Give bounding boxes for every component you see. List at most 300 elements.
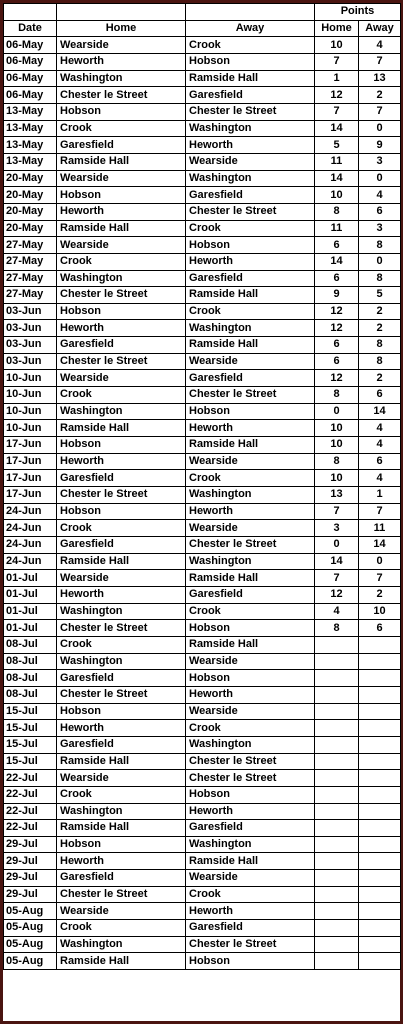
table-row [4,353,401,370]
table-row [4,537,401,554]
table-row [4,936,401,953]
away-points: 8 [359,353,401,370]
away-team: Heworth [186,903,315,920]
home-team: Garesfield [57,736,186,753]
away-team: Garesfield [186,370,315,387]
header-row-columns [4,20,401,37]
fixture-date: 29-Jul [4,886,57,903]
table-row [4,586,401,603]
away-team: Heworth [186,503,315,520]
away-team: Wearside [186,870,315,887]
table-row [4,403,401,420]
home-points: 12 [315,320,359,337]
home-points: 6 [315,237,359,254]
fixture-date: 08-Jul [4,670,57,687]
home-points: 8 [315,453,359,470]
home-team: Hobson [57,703,186,720]
home-team: Ramside Hall [57,420,186,437]
home-team: Garesfield [57,337,186,354]
fixture-date: 17-Jun [4,487,57,504]
fixture-date: 10-Jun [4,420,57,437]
away-points: 6 [359,203,401,220]
fixture-date: 20-May [4,203,57,220]
table-row [4,70,401,87]
table-row [4,570,401,587]
table-row [4,820,401,837]
away-points: 6 [359,387,401,404]
fixture-date: 08-Jul [4,686,57,703]
fixture-date: 03-Jun [4,337,57,354]
away-team: Heworth [186,253,315,270]
home-points: 12 [315,303,359,320]
away-points: 11 [359,520,401,537]
home-team: Chester le Street [57,87,186,104]
home-team: Ramside Hall [57,953,186,970]
home-points: 10 [315,470,359,487]
home-team: Chester le Street [57,686,186,703]
table-row [4,270,401,287]
table-row [4,686,401,703]
home-points: 10 [315,187,359,204]
home-team: Garesfield [57,670,186,687]
table-row [4,953,401,970]
fixture-date: 03-Jun [4,303,57,320]
home-team: Washington [57,653,186,670]
home-team: Wearside [57,903,186,920]
table-row [4,387,401,404]
away-team: Washington [186,320,315,337]
home-points [315,820,359,837]
away-points: 4 [359,437,401,454]
away-points: 6 [359,620,401,637]
table-row [4,420,401,437]
away-points [359,786,401,803]
fixture-date: 13-May [4,153,57,170]
home-points [315,770,359,787]
away-team: Chester le Street [186,936,315,953]
table-row [4,920,401,937]
fixture-date: 10-Jun [4,387,57,404]
home-team: Chester le Street [57,287,186,304]
table-header [4,4,401,37]
away-points [359,953,401,970]
table-row [4,653,401,670]
points-group-header: Points [315,4,401,21]
home-points [315,703,359,720]
away-points: 4 [359,187,401,204]
home-points: 8 [315,203,359,220]
table-row [4,53,401,70]
away-team: Washington [186,553,315,570]
away-team: Heworth [186,420,315,437]
fixture-date: 08-Jul [4,653,57,670]
away-points: 7 [359,570,401,587]
away-points: 7 [359,503,401,520]
home-points [315,886,359,903]
table-row [4,303,401,320]
home-points [315,853,359,870]
away-team: Wearside [186,653,315,670]
home-team: Wearside [57,170,186,187]
home-points [315,936,359,953]
away-team: Washington [186,736,315,753]
home-team: Washington [57,70,186,87]
fixture-date: 06-May [4,70,57,87]
away-team: Ramside Hall [186,570,315,587]
away-team: Crook [186,220,315,237]
home-points: 7 [315,103,359,120]
table-row [4,520,401,537]
away-points: 2 [359,586,401,603]
away-team: Wearside [186,453,315,470]
home-points: 12 [315,87,359,104]
table-row [4,736,401,753]
table-row [4,886,401,903]
home-team: Washington [57,403,186,420]
away-points: 10 [359,603,401,620]
away-points [359,920,401,937]
table-row [4,253,401,270]
home-team: Washington [57,803,186,820]
away-team: Ramside Hall [186,853,315,870]
home-points: 12 [315,586,359,603]
fixtures-table [3,3,401,970]
fixture-date: 24-Jun [4,503,57,520]
away-points: 5 [359,287,401,304]
home-team: Ramside Hall [57,820,186,837]
home-team: Washington [57,603,186,620]
fixture-date: 15-Jul [4,703,57,720]
home-points [315,720,359,737]
header-row-group [4,4,401,21]
fixture-date: 15-Jul [4,720,57,737]
table-row [4,120,401,137]
table-row [4,203,401,220]
home-points: 13 [315,487,359,504]
home-points [315,636,359,653]
fixture-date: 24-Jun [4,520,57,537]
home-team: Chester le Street [57,620,186,637]
away-team: Ramside Hall [186,70,315,87]
away-team: Washington [186,170,315,187]
away-points: 7 [359,103,401,120]
home-points: 6 [315,270,359,287]
fixture-date: 03-Jun [4,320,57,337]
home-points: 7 [315,53,359,70]
fixture-date: 29-Jul [4,870,57,887]
away-team: Washington [186,487,315,504]
home-team: Wearside [57,770,186,787]
away-points: 0 [359,253,401,270]
away-points: 1 [359,487,401,504]
table-row [4,220,401,237]
home-points: 9 [315,287,359,304]
home-team: Chester le Street [57,353,186,370]
table-row [4,87,401,104]
fixture-date: 13-May [4,103,57,120]
home-points: 12 [315,370,359,387]
away-points [359,836,401,853]
away-points [359,753,401,770]
table-row [4,103,401,120]
home-points: 7 [315,570,359,587]
home-points: 5 [315,137,359,154]
home-points: 6 [315,353,359,370]
home-points [315,920,359,937]
table-row [4,170,401,187]
away-team: Garesfield [186,87,315,104]
fixture-date: 17-Jun [4,470,57,487]
fixture-date: 20-May [4,220,57,237]
home-team: Chester le Street [57,886,186,903]
home-team: Crook [57,120,186,137]
away-team: Crook [186,470,315,487]
away-points: 14 [359,537,401,554]
home-team: Heworth [57,203,186,220]
away-points [359,686,401,703]
away-team: Wearside [186,703,315,720]
away-points [359,636,401,653]
table-row [4,503,401,520]
home-team: Crook [57,520,186,537]
away-team: Crook [186,603,315,620]
table-row [4,37,401,54]
fixture-date: 03-Jun [4,353,57,370]
home-points: 14 [315,120,359,137]
home-team: Crook [57,920,186,937]
away-points [359,803,401,820]
away-points: 0 [359,170,401,187]
fixture-date: 10-Jun [4,370,57,387]
fixture-date: 27-May [4,237,57,254]
away-points [359,853,401,870]
home-team: Hobson [57,503,186,520]
away-team: Hobson [186,953,315,970]
fixture-date: 15-Jul [4,753,57,770]
away-points: 2 [359,320,401,337]
home-points: 8 [315,387,359,404]
away-team: Crook [186,37,315,54]
away-team: Hobson [186,670,315,687]
fixture-date: 22-Jul [4,786,57,803]
away-points: 0 [359,553,401,570]
home-points: 8 [315,620,359,637]
fixture-date: 05-Aug [4,903,57,920]
fixture-date: 22-Jul [4,803,57,820]
home-points [315,953,359,970]
table-row [4,720,401,737]
home-points: 1 [315,70,359,87]
table-row [4,237,401,254]
away-team: Hobson [186,620,315,637]
away-team: Washington [186,120,315,137]
fixture-date: 22-Jul [4,770,57,787]
home-team: Heworth [57,53,186,70]
away-team: Washington [186,836,315,853]
table-row [4,320,401,337]
away-team: Crook [186,886,315,903]
home-column-header: Home [57,20,186,37]
home-team: Crook [57,636,186,653]
home-points-column-header: Home [315,20,359,37]
table-row [4,137,401,154]
home-points: 3 [315,520,359,537]
home-points: 10 [315,420,359,437]
fixture-date: 29-Jul [4,836,57,853]
fixture-date: 15-Jul [4,736,57,753]
home-team: Crook [57,786,186,803]
table-row [4,870,401,887]
home-team: Garesfield [57,470,186,487]
table-row [4,853,401,870]
home-team: Ramside Hall [57,220,186,237]
away-team: Garesfield [186,820,315,837]
away-points [359,870,401,887]
away-points [359,820,401,837]
home-team: Wearside [57,237,186,254]
home-points: 14 [315,553,359,570]
away-team: Ramside Hall [186,287,315,304]
fixture-date: 13-May [4,137,57,154]
away-points [359,886,401,903]
fixture-date: 20-May [4,170,57,187]
away-points: 8 [359,337,401,354]
fixture-date: 08-Jul [4,636,57,653]
table-row [4,753,401,770]
fixture-date: 20-May [4,187,57,204]
fixture-date: 06-May [4,37,57,54]
away-points: 2 [359,370,401,387]
table-row [4,453,401,470]
away-points: 9 [359,137,401,154]
home-points: 0 [315,403,359,420]
home-points [315,786,359,803]
away-points [359,770,401,787]
away-column-header: Away [186,20,315,37]
home-team: Heworth [57,720,186,737]
away-team: Crook [186,303,315,320]
away-points [359,653,401,670]
fixture-date: 24-Jun [4,553,57,570]
away-points-column-header: Away [359,20,401,37]
away-team: Garesfield [186,920,315,937]
fixture-date: 05-Aug [4,936,57,953]
away-points: 6 [359,453,401,470]
away-points [359,670,401,687]
away-team: Ramside Hall [186,437,315,454]
away-points: 4 [359,470,401,487]
header-blank-date [4,4,57,21]
fixture-date: 27-May [4,270,57,287]
date-column-header: Date [4,20,57,37]
table-row [4,337,401,354]
away-team: Chester le Street [186,753,315,770]
away-team: Ramside Hall [186,636,315,653]
home-team: Washington [57,270,186,287]
fixture-date: 01-Jul [4,570,57,587]
home-team: Hobson [57,836,186,853]
home-points [315,753,359,770]
fixture-date: 01-Jul [4,586,57,603]
home-team: Heworth [57,453,186,470]
home-points [315,903,359,920]
away-points: 8 [359,237,401,254]
home-team: Washington [57,936,186,953]
home-points: 14 [315,253,359,270]
home-team: Crook [57,253,186,270]
away-team: Hobson [186,403,315,420]
fixture-date: 27-May [4,287,57,304]
home-points [315,870,359,887]
home-team: Wearside [57,370,186,387]
away-team: Crook [186,720,315,737]
home-team: Crook [57,387,186,404]
home-team: Garesfield [57,137,186,154]
away-team: Chester le Street [186,770,315,787]
fixture-date: 22-Jul [4,820,57,837]
table-row [4,786,401,803]
table-row [4,603,401,620]
home-team: Chester le Street [57,487,186,504]
away-team: Chester le Street [186,103,315,120]
fixture-date: 06-May [4,53,57,70]
table-row [4,287,401,304]
home-team: Wearside [57,37,186,54]
home-team: Ramside Hall [57,553,186,570]
fixture-date: 01-Jul [4,620,57,637]
table-row [4,703,401,720]
home-points: 4 [315,603,359,620]
fixture-date: 05-Aug [4,920,57,937]
home-team: Ramside Hall [57,753,186,770]
away-team: Hobson [186,786,315,803]
home-team: Heworth [57,320,186,337]
away-team: Garesfield [186,586,315,603]
away-team: Heworth [186,803,315,820]
table-row [4,903,401,920]
table-row [4,370,401,387]
fixture-date: 13-May [4,120,57,137]
home-team: Hobson [57,303,186,320]
away-team: Garesfield [186,270,315,287]
away-points: 14 [359,403,401,420]
table-row [4,636,401,653]
fixtures-body [4,37,401,970]
fixture-date: 24-Jun [4,537,57,554]
home-team: Hobson [57,103,186,120]
away-team: Ramside Hall [186,337,315,354]
table-row [4,187,401,204]
away-points [359,903,401,920]
away-points [359,736,401,753]
table-row [4,620,401,637]
table-row [4,553,401,570]
home-points: 10 [315,437,359,454]
fixture-date: 17-Jun [4,437,57,454]
away-team: Wearside [186,153,315,170]
header-blank-away [186,4,315,21]
away-team: Garesfield [186,187,315,204]
fixture-date: 29-Jul [4,853,57,870]
home-points: 7 [315,503,359,520]
away-points [359,936,401,953]
away-points: 0 [359,120,401,137]
away-points: 3 [359,220,401,237]
away-team: Hobson [186,237,315,254]
table-row [4,836,401,853]
home-points: 6 [315,337,359,354]
table-row [4,670,401,687]
